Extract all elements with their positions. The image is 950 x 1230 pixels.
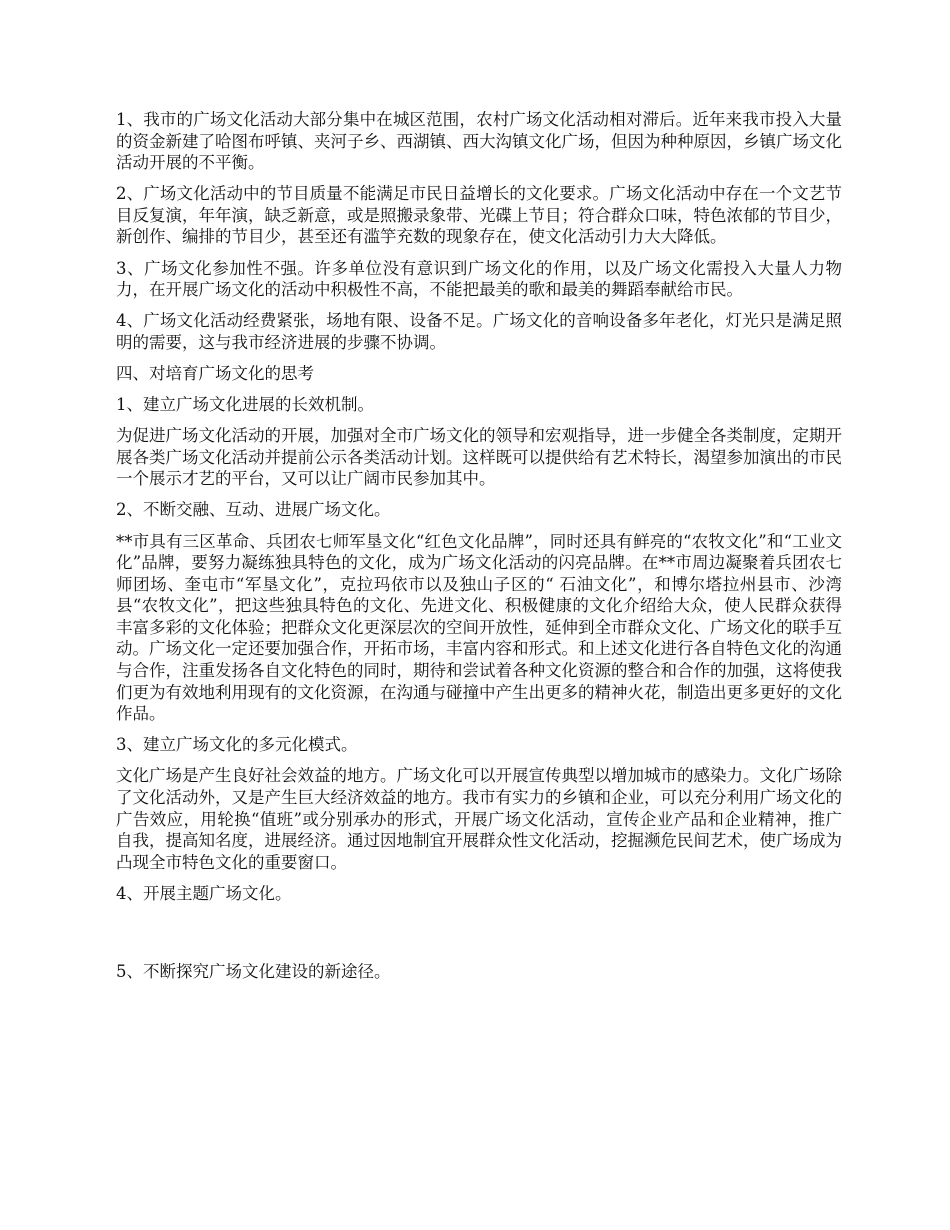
- subheading-5: 5、不断探究广场文化建设的新途径。: [116, 961, 391, 981]
- paragraph-interaction: **市具有三区革命、兵团农七师军垦文化“红色文化品牌”，同时还具有鲜亮的“农牧文化”和“工业文化”品牌，要努力凝练独具特色的文化，成为广场文化活动的闪亮品牌。在**市周边凝聚着兵团农七师团场、奎屯市“军垦文化”，克拉玛依市以及独山子区的“ 石油文化”，和博尔塔拉州县市、沙湾县“农牧文化”，把这些独具特色的文化、先进文化、积极健康的文化介绍给大众，使人民群众获得丰富多彩的文化体验；把群众文化更深层次的空间开放性，延伸到全市群众文化、广场文化的联手互动。广场文化一定还要加强合作，开拓市场，丰富内容和形式。和上述文化进行各自特色文化的沟通与合作，注重发扬各自文化特色的同时，期待和尝试着各种文化资源的整合和合作的加强，这将使我们更为有效地利用现有的文化资源，在沟通与碰撞中产生出更多的精神火花，制造出更多更好的文化作品。: [116, 531, 842, 724]
- subheading-2: 2、不断交融、互动、进展广场文化。: [116, 500, 391, 520]
- paragraph-issue-3: 3、广场文化参加性不强。许多单位没有意识到广场文化的作用，以及广场文化需投入大量人力物力，在开展广场文化的活动中积极性不高，不能把最美的歌和最美的舞蹈奉献给市民。: [116, 258, 842, 300]
- section-heading: 四、对培育广场文化的思考: [116, 363, 314, 383]
- paragraph-issue-4: 4、广场文化活动经费紧张，场地有限、设备不足。广场文化的音响设备多年老化，灯光只是满足照明的需要，这与我市经济进展的步骤不协调。: [116, 311, 842, 352]
- paragraph-diversified-model: 文化广场是产生良好社会效益的地方。广场文化可以开展宣传典型以增加城市的感染力。文化广场除了文化活动外，又是产生巨大经济效益的地方。我市有实力的乡镇和企业，可以充分利用广场文化的广告效应，用轮换“值班”或分别承办的形式，开展广场文化活动，宣传企业产品和企业精神，推广自我，提高知名度，进展经济。通过因地制宜开展群众性文化活动，挖掘濒危民间艺术，使广场成为凸现全市特色文化的重要窗口。: [116, 766, 842, 872]
- subheading-1: 1、建立广场文化进展的长效机制。: [116, 395, 374, 415]
- document-body: [116, 109, 842, 992]
- paragraph-mechanism: 为促进广场文化活动的开展，加强对全市广场文化的领导和宏观指导，进一步健全各类制度，定期开展各类广场文化活动并提前公示各类活动计划。这样既可以提供给有艺术特长，渴望参加演出的市民一个展示才艺的平台，又可以让广阔市民参加其中。: [116, 426, 842, 489]
- subheading-4: 4、开展主题广场文化。: [116, 883, 292, 903]
- paragraph-issue-1: 1、我市的广场文化活动大部分集中在城区范围，农村广场文化活动相对滞后。近年来我市投入大量的资金新建了哈图布呼镇、夹河子乡、西湖镇、西大沟镇文化广场，但因为种种原因，乡镇广场文化活动开展的不平衡。: [116, 110, 842, 173]
- paragraph-issue-2: 2、广场文化活动中的节目质量不能满足市民日益增长的文化要求。广场文化活动中存在一个文艺节目反复演，年年演，缺乏新意，或是照搬录象带、光碟上节目；符合群众口味，特色浓郁的节目少，新创作、编排的节目少，甚至还有滥竽充数的现象存在，使文化活动引力大大降低。: [116, 184, 842, 247]
- subheading-3: 3、建立广场文化的多元化模式。: [116, 735, 358, 755]
